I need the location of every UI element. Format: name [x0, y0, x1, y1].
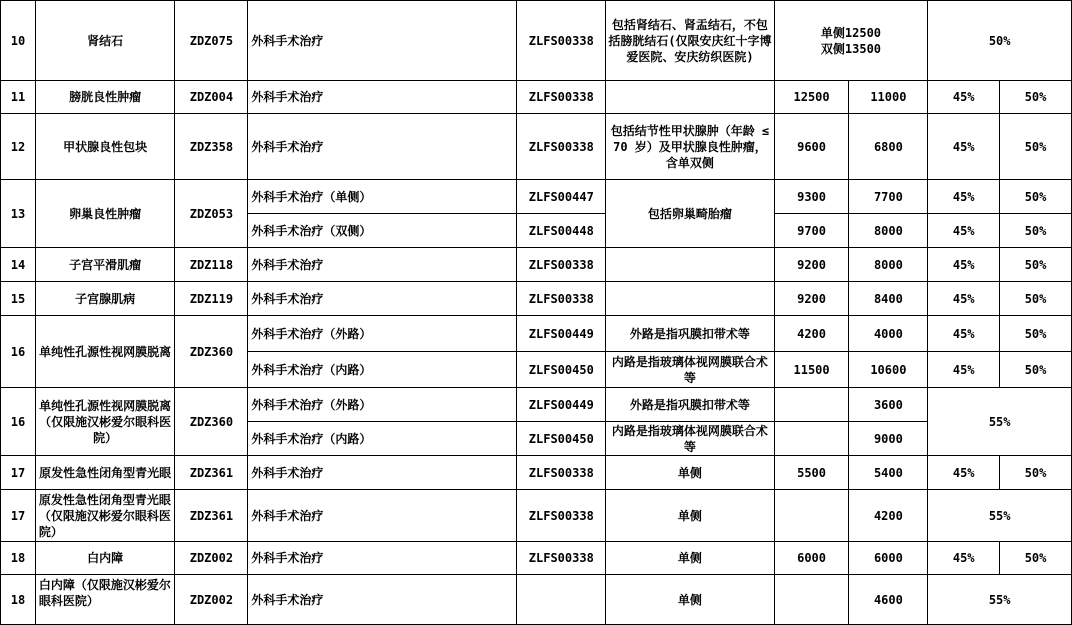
note: 单侧 — [606, 575, 774, 625]
disease-name: 单纯性孔源性视网膜脱离（仅限施汉彬爱尔眼科医院） — [35, 388, 175, 456]
row-number: 12 — [1, 114, 36, 180]
table-row — [1, 114, 1072, 180]
disease-code: ZDZ118 — [175, 248, 248, 282]
disease-code: ZDZ004 — [175, 81, 248, 114]
price-1: 9700 — [774, 214, 849, 248]
table-row — [1, 282, 1072, 316]
rate-2: 50% — [1000, 352, 1072, 388]
price-1: 9600 — [774, 114, 849, 180]
note: 单侧 — [606, 542, 774, 575]
price-2: 5400 — [849, 456, 928, 490]
price-1: 9200 — [774, 282, 849, 316]
operation-code: ZLFS00449 — [517, 388, 606, 422]
row-number: 11 — [1, 81, 36, 114]
rate-2: 50% — [1000, 542, 1072, 575]
table-row — [1, 1, 1072, 81]
note: 外路是指巩膜扣带术等 — [606, 316, 774, 352]
disease-name: 肾结石 — [35, 1, 175, 81]
operation-code: ZLFS00338 — [517, 114, 606, 180]
note: 内路是指玻璃体视网膜联合术等 — [606, 352, 774, 388]
disease-code: ZDZ002 — [175, 542, 248, 575]
operation-code: ZLFS00448 — [517, 214, 606, 248]
row-number: 15 — [1, 282, 36, 316]
disease-name: 原发性急性闭角型青光眼 — [35, 456, 175, 490]
rate-2: 50% — [1000, 316, 1072, 352]
note: 单侧 — [606, 456, 774, 490]
price-1: 6000 — [774, 542, 849, 575]
note: 包括卵巢畸胎瘤 — [606, 180, 774, 248]
rate-2: 50% — [1000, 180, 1072, 214]
disease-name: 白内障 — [35, 542, 175, 575]
note: 包括肾结石、肾盂结石，不包括膀胱结石(仅限安庆红十字博爱医院、安庆纺织医院) — [606, 1, 774, 81]
treatment-method: 外科手术治疗 — [248, 81, 517, 114]
disease-name: 子宫腺肌病 — [35, 282, 175, 316]
rate-2: 50% — [1000, 282, 1072, 316]
treatment-method: 外科手术治疗（内路） — [248, 352, 517, 388]
disease-name: 子宫平滑肌瘤 — [35, 248, 175, 282]
price-2: 11000 — [849, 81, 928, 114]
disease-code: ZDZ119 — [175, 282, 248, 316]
rate-1: 45% — [928, 214, 1000, 248]
treatment-method: 外科手术治疗 — [248, 1, 517, 81]
treatment-method: 外科手术治疗 — [248, 248, 517, 282]
price-2: 4600 — [849, 575, 928, 625]
operation-code: ZLFS00338 — [517, 542, 606, 575]
note — [606, 248, 774, 282]
rate-1: 45% — [928, 542, 1000, 575]
operation-code: ZLFS00338 — [517, 248, 606, 282]
table-row — [1, 248, 1072, 282]
operation-code: ZLFS00450 — [517, 352, 606, 388]
rate: 55% — [928, 388, 1072, 456]
price-1 — [774, 388, 849, 422]
treatment-method: 外科手术治疗（外路） — [248, 316, 517, 352]
treatment-method: 外科手术治疗（双侧） — [248, 214, 517, 248]
note: 内路是指玻璃体视网膜联合术等 — [606, 422, 774, 456]
row-number: 17 — [1, 490, 36, 542]
disease-name: 卵巢良性肿瘤 — [35, 180, 175, 248]
table-row — [1, 316, 1072, 352]
disease-name: 膀胱良性肿瘤 — [35, 81, 175, 114]
operation-code: ZLFS00338 — [517, 490, 606, 542]
note — [606, 282, 774, 316]
table-row — [1, 388, 1072, 422]
rate: 55% — [928, 575, 1072, 625]
disease-code: ZDZ075 — [175, 1, 248, 81]
disease-name: 单纯性孔源性视网膜脱离 — [35, 316, 175, 388]
row-number: 16 — [1, 388, 36, 456]
price-1: 11500 — [774, 352, 849, 388]
disease-name: 甲状腺良性包块 — [35, 114, 175, 180]
note — [606, 81, 774, 114]
treatment-method: 外科手术治疗 — [248, 282, 517, 316]
treatment-method: 外科手术治疗（内路） — [248, 422, 517, 456]
table-row — [1, 456, 1072, 490]
disease-code: ZDZ358 — [175, 114, 248, 180]
operation-code: ZLFS00450 — [517, 422, 606, 456]
rate-2: 50% — [1000, 456, 1072, 490]
disease-name: 白内障（仅限施汉彬爱尔眼科医院） — [35, 575, 175, 625]
price-1: 12500 — [774, 81, 849, 114]
rate-1: 45% — [928, 180, 1000, 214]
treatment-method: 外科手术治疗 — [248, 114, 517, 180]
operation-code: ZLFS00447 — [517, 180, 606, 214]
row-number: 17 — [1, 456, 36, 490]
price-2: 8000 — [849, 214, 928, 248]
rate-1: 45% — [928, 282, 1000, 316]
treatment-method: 外科手术治疗 — [248, 456, 517, 490]
note: 外路是指巩膜扣带术等 — [606, 388, 774, 422]
price-1: 9200 — [774, 248, 849, 282]
price-1: 5500 — [774, 456, 849, 490]
disease-code: ZDZ002 — [175, 575, 248, 625]
rate: 50% — [928, 1, 1072, 81]
operation-code: ZLFS00338 — [517, 1, 606, 81]
price: 单侧12500 双侧13500 — [774, 1, 928, 81]
treatment-method: 外科手术治疗 — [248, 542, 517, 575]
note: 包括结节性甲状腺肿（年龄 ≤ 70 岁）及甲状腺良性肿瘤，含单双侧 — [606, 114, 774, 180]
rate-1: 45% — [928, 456, 1000, 490]
disease-code: ZDZ360 — [175, 388, 248, 456]
table-row — [1, 542, 1072, 575]
table-row — [1, 81, 1072, 114]
treatment-method: 外科手术治疗 — [248, 575, 517, 625]
treatment-method: 外科手术治疗（外路） — [248, 388, 517, 422]
price-2: 3600 — [849, 388, 928, 422]
table-row — [1, 490, 1072, 542]
rate-1: 45% — [928, 248, 1000, 282]
operation-code: ZLFS00449 — [517, 316, 606, 352]
disease-code: ZDZ360 — [175, 316, 248, 388]
row-number: 18 — [1, 542, 36, 575]
row-number: 16 — [1, 316, 36, 388]
rate-1: 45% — [928, 114, 1000, 180]
price-2: 10600 — [849, 352, 928, 388]
rate-1: 45% — [928, 81, 1000, 114]
price-2: 4000 — [849, 316, 928, 352]
price-2: 6800 — [849, 114, 928, 180]
rate-2: 50% — [1000, 81, 1072, 114]
operation-code: ZLFS00338 — [517, 81, 606, 114]
row-number: 13 — [1, 180, 36, 248]
operation-code: ZLFS00338 — [517, 282, 606, 316]
note: 单侧 — [606, 490, 774, 542]
price-2: 8400 — [849, 282, 928, 316]
disease-code: ZDZ361 — [175, 456, 248, 490]
price-1: 9300 — [774, 180, 849, 214]
rate-1: 45% — [928, 316, 1000, 352]
rate-1: 45% — [928, 352, 1000, 388]
row-number: 18 — [1, 575, 36, 625]
price-1 — [774, 422, 849, 456]
rate-2: 50% — [1000, 114, 1072, 180]
rate-2: 50% — [1000, 248, 1072, 282]
price-2: 7700 — [849, 180, 928, 214]
disease-name: 原发性急性闭角型青光眼（仅限施汉彬爱尔眼科医院） — [35, 490, 175, 542]
price-2: 9000 — [849, 422, 928, 456]
price-2: 6000 — [849, 542, 928, 575]
row-number: 10 — [1, 1, 36, 81]
operation-code: ZLFS00338 — [517, 456, 606, 490]
rate-2: 50% — [1000, 214, 1072, 248]
price-1: 4200 — [774, 316, 849, 352]
treatment-method: 外科手术治疗 — [248, 490, 517, 542]
row-number: 14 — [1, 248, 36, 282]
disease-code: ZDZ361 — [175, 490, 248, 542]
rate: 55% — [928, 490, 1072, 542]
price-1 — [774, 490, 849, 542]
price-2: 4200 — [849, 490, 928, 542]
treatment-method: 外科手术治疗（单侧） — [248, 180, 517, 214]
price-2: 8000 — [849, 248, 928, 282]
disease-code: ZDZ053 — [175, 180, 248, 248]
table-row — [1, 180, 1072, 214]
